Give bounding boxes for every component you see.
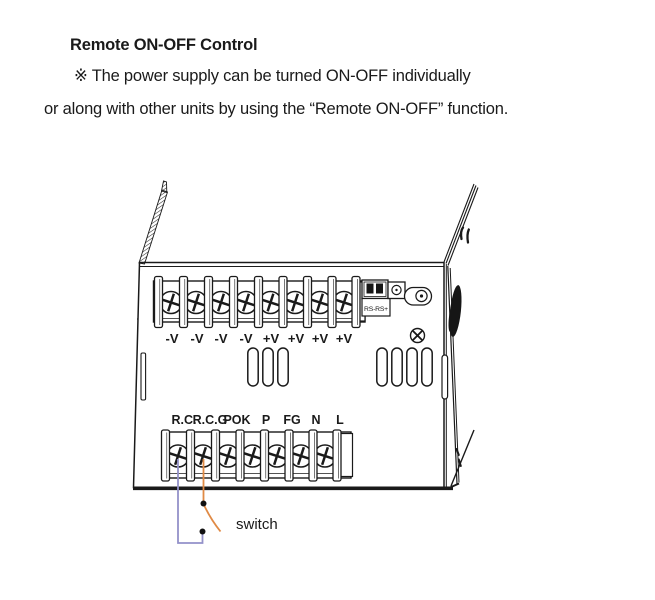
vent-slot [422,348,432,386]
barrier [230,277,238,328]
connector-pin [376,284,383,294]
barrier [261,430,269,481]
vent-slot [278,348,288,386]
barrier [285,430,293,481]
top-cover-left-edge [139,181,168,264]
vent-slot [377,348,387,386]
terminal-label: -V [214,331,228,346]
rs-connector-label: RS-RS+ [364,306,388,313]
terminal-label: R.C.G [192,413,228,427]
barrier [236,430,244,481]
barrier [187,430,195,481]
right-side-panel [442,264,474,487]
switch-label: switch [236,516,278,533]
vent-slots-left [248,348,288,386]
switch-contact-dot [201,501,207,507]
top-cover-right-edge [444,184,478,266]
terminal-label: P [261,413,271,427]
terminal-label: FG [283,413,301,427]
vent-slot [248,348,258,386]
barrier [155,277,163,328]
connector-pin [367,284,374,294]
terminal-label: POK [223,413,251,427]
fold-slot [442,355,448,399]
barrier [212,430,220,481]
note-line-2: or along with other units by using the “Remote ON-OFF” function. [44,100,509,118]
panel-screw-icon [411,329,425,343]
terminal-label: R.C. [171,413,197,427]
barrier [328,277,336,328]
switch-lever [204,505,221,532]
terminal-label: +V [335,331,353,346]
terminal-label: -V [190,331,204,346]
vent-slot [392,348,402,386]
section-title: Remote ON-OFF Control [70,36,258,54]
block-end-plate [341,434,353,477]
vent-slot [263,348,273,386]
barrier [162,430,170,481]
barrier [352,277,360,328]
barrier [180,277,188,328]
barrier [279,277,287,328]
terminal-label: -V [239,331,253,346]
note-line-1: ※ The power supply can be turned ON-OFF individually [74,67,471,85]
top-terminal-barriers [155,277,361,328]
terminal-label: +V [287,331,305,346]
terminal-label: +V [262,331,280,346]
barrier [304,277,312,328]
switch-contact-dot [200,529,206,535]
barrier [333,430,341,481]
terminal-label: +V [311,331,329,346]
terminal-label: -V [165,331,179,346]
barrier [205,277,213,328]
left-edge-seam [141,353,146,400]
barrier [255,277,263,328]
side-vent-tick-marks [461,228,469,243]
vent-slot [407,348,417,386]
terminal-label: N [311,413,321,427]
barrier [309,430,317,481]
terminal-label: L [336,413,344,427]
bottom-rear-edge [451,430,474,486]
